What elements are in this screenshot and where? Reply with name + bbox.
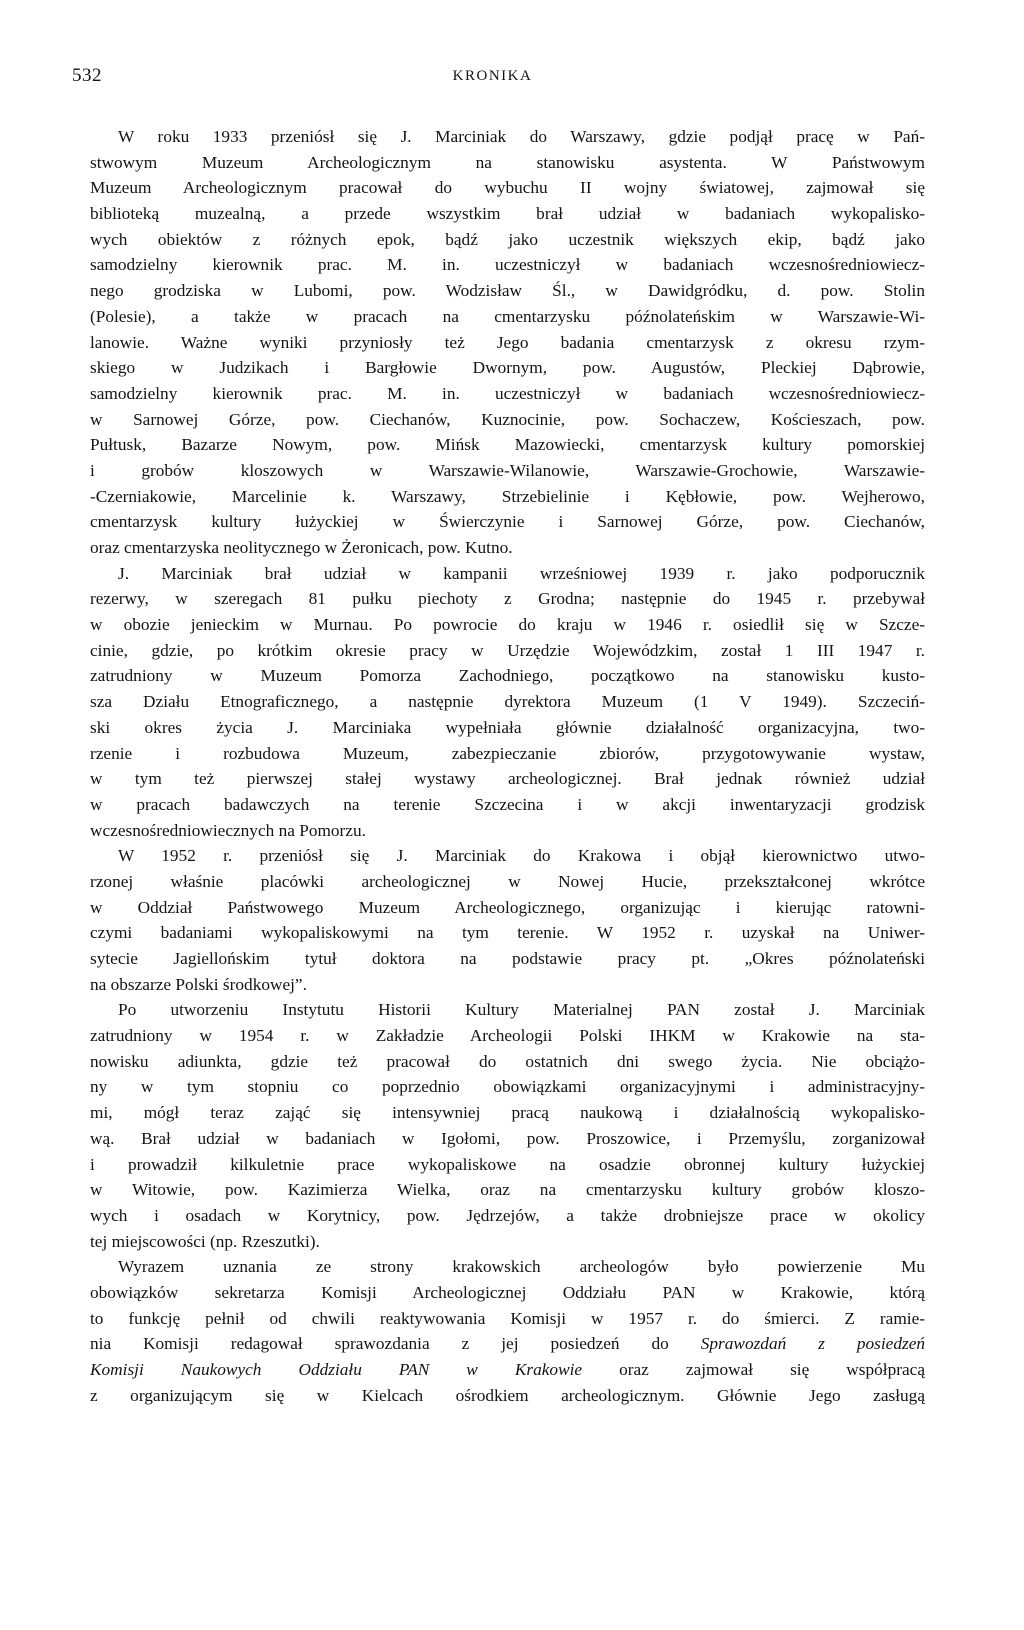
text-line: zatrudniony w Muzeum Pomorza Zachodniego, początkowo na stanowisku kusto-: [90, 666, 925, 686]
paragraph-end-line: na obszarze Polski środkowej”.: [90, 974, 307, 994]
text-line: ny w tym stopniu co poprzednio obowiązkami organizacyjnymi i administracyjny-: [90, 1077, 925, 1097]
text-line: to funkcję pełnił od chwili reaktywowania Komisji w 1957 r. do śmierci. Z ramie-: [90, 1308, 925, 1328]
text-line: i grobów kloszowych w Warszawie-Wilanowie, Warszawie-Grochowie, Warszawie-: [90, 460, 925, 480]
text-line: w Witowie, pow. Kazimierza Wielka, oraz na cmentarzysku kultury grobów kloszo-: [90, 1180, 925, 1200]
text-line: cinie, gdzie, po krótkim okresie pracy w Urzędzie Wojewódzkim, został 1 III 1947 r.: [90, 640, 925, 660]
text-line: -Czerniakowie, Marcelinie k. Warszawy, Strzebielinie i Kębłowie, pow. Wejherowo,: [90, 486, 925, 506]
text-line: [90, 1331, 925, 1357]
text-line: wych i osadach w Korytnicy, pow. Jędrzejów, a także drobniejsze prace w okolicy: [90, 1205, 925, 1225]
text-line: czymi badaniami wykopaliskowymi na tym terenie. W 1952 r. uzyskał na Uniwer-: [90, 923, 925, 943]
text-line: cmentarzysk kultury łużyckiej w Świerczynie i Sarnowej Górze, pow. Ciechanów,: [90, 512, 925, 532]
text-line: nowisku adiunkta, gdzie też pracował do ostatnich dni swego życia. Nie obciążo-: [90, 1051, 925, 1071]
text-line: skiego w Judzikach i Bargłowie Dwornym, pow. Augustów, Pleckiej Dąbrowie,: [90, 358, 925, 378]
text-line: samodzielny kierownik prac. M. in. uczestniczył w badaniach wczesnośredniowiecz-: [90, 383, 925, 403]
text-line: w pracach badawczych na terenie Szczecina i w akcji inwentaryzacji grodzisk: [90, 794, 925, 814]
text-line: ski okres życia J. Marciniaka wypełniała głównie działalność organizacyjna, two-: [90, 717, 925, 737]
text-line: (Polesie), a także w pracach na cmentarzysku późnolateńskim w Warszawie-Wi-: [90, 306, 925, 326]
text-line: w Oddział Państwowego Muzeum Archeologicznego, organizując i kierując ratowni-: [90, 897, 925, 917]
text-line: zatrudniony w 1954 r. w Zakładzie Archeologii Polski IHKM w Krakowie na sta-: [90, 1026, 925, 1046]
text-line: rezerwy, w szeregach 81 pułku piechoty z Grodna; następnie do 1945 r. przebywał: [90, 589, 925, 609]
text-line: samodzielny kierownik prac. M. in. uczestniczył w badaniach wczesnośredniowiecz-: [90, 255, 925, 275]
text-line: [90, 1357, 925, 1383]
text-line: wych obiektów z różnych epok, bądź jako uczestnik większych ekip, bądź jako: [90, 229, 925, 249]
text-line: rzenie i rozbudowa Muzeum, zabezpieczanie zbiorów, przygotowywanie wystaw,: [90, 743, 925, 763]
text-line: Muzeum Archeologicznym pracował do wybuchu II wojny światowej, zajmował się: [90, 178, 925, 198]
text-line: w tym też pierwszej stałej wystawy archeologicznej. Brał jednak również udział: [90, 769, 925, 789]
text-line: nego grodziska w Lubomi, pow. Wodzisław Śl., w Dawidgródku, d. pow. Stolin: [90, 281, 925, 301]
text-line: i prowadził kilkuletnie prace wykopaliskowe na osadzie obronnej kultury łużyckiej: [90, 1154, 925, 1174]
text-line: sytecie Jagiellońskim tytuł doktora na podstawie pracy pt. „Okres późnolateński: [90, 949, 925, 968]
text-line: biblioteką muzealną, a przede wszystkim brał udział w badaniach wykopalisko-: [90, 204, 925, 224]
paragraph-end-line: oraz cmentarzyska neolitycznego w Żeronicach, pow. Kutno.: [90, 538, 513, 557]
text-segment: oraz zajmował się współpracą: [619, 1360, 925, 1379]
page-number: 532: [72, 65, 102, 86]
text-line: mi, mógł teraz zająć się intensywniej pracą naukową i działalnością wykopalisko-: [90, 1103, 925, 1123]
text-line: z organizującym się w Kielcach ośrodkiem archeologicznym. Głównie Jego zasługą: [90, 1385, 925, 1405]
text-line: rzonej właśnie placówki archeologicznej w Nowej Hucie, przekształconej wkrótce: [90, 871, 925, 891]
text-line: Po utworzeniu Instytutu Historii Kultury Materialnej PAN został J. Marciniak: [118, 1000, 925, 1020]
running-head: KRONIKA: [452, 68, 533, 84]
italic-title: Sprawozdań z posiedzeń: [700, 1334, 926, 1354]
text-line: sza Działu Etnograficznego, a następnie dyrektora Muzeum (1 V 1949). Szczeciń-: [90, 692, 925, 712]
text-line: stwowym Muzeum Archeologicznym na stanowisku asystenta. W Państwowym: [90, 152, 925, 172]
text-line: Wyrazem uznania ze strony krakowskich archeologów było powierzenie Mu: [118, 1257, 925, 1277]
text-line: lanowie. Ważne wyniki przyniosły też Jego badania cmentarzysk z okresu rzym-: [90, 332, 925, 352]
body-text: [90, 124, 925, 1408]
italic-title: Komisji Naukowych Oddziału PAN w Krakowie: [90, 1360, 583, 1379]
paragraph-end-line: wczesnośredniowiecznych na Pomorzu.: [90, 820, 366, 840]
text-line: obowiązków sekretarza Komisji Archeologicznej Oddziału PAN w Krakowie, którą: [90, 1282, 925, 1302]
text-line: w obozie jenieckim w Murnau. Po powrocie do kraju w 1946 r. osiedlił się w Szcze-: [90, 615, 925, 635]
text-line: Pułtusk, Bazarze Nowym, pow. Mińsk Mazowiecki, cmentarzysk kultury pomorskiej: [90, 435, 925, 455]
text-line: W roku 1933 przeniósł się J. Marciniak do Warszawy, gdzie podjął pracę w Pań-: [118, 127, 925, 146]
text-line: wą. Brał udział w badaniach w Igołomi, pow. Proszowice, i Przemyślu, zorganizował: [90, 1128, 925, 1148]
text-line: J. Marciniak brał udział w kampanii wrześniowej 1939 r. jako podporucznik: [118, 563, 925, 583]
text-line: w Sarnowej Górze, pow. Ciechanów, Kuznocinie, pow. Sochaczew, Kościeszach, pow.: [90, 409, 925, 429]
text-line: W 1952 r. przeniósł się J. Marciniak do Krakowa i objął kierownictwo utwo-: [118, 846, 925, 866]
text-segment: nia Komisji redagował sprawozdania z jej posiedzeń do: [90, 1334, 669, 1354]
paragraph-end-line: tej miejscowości (np. Rzeszutki).: [90, 1231, 320, 1251]
